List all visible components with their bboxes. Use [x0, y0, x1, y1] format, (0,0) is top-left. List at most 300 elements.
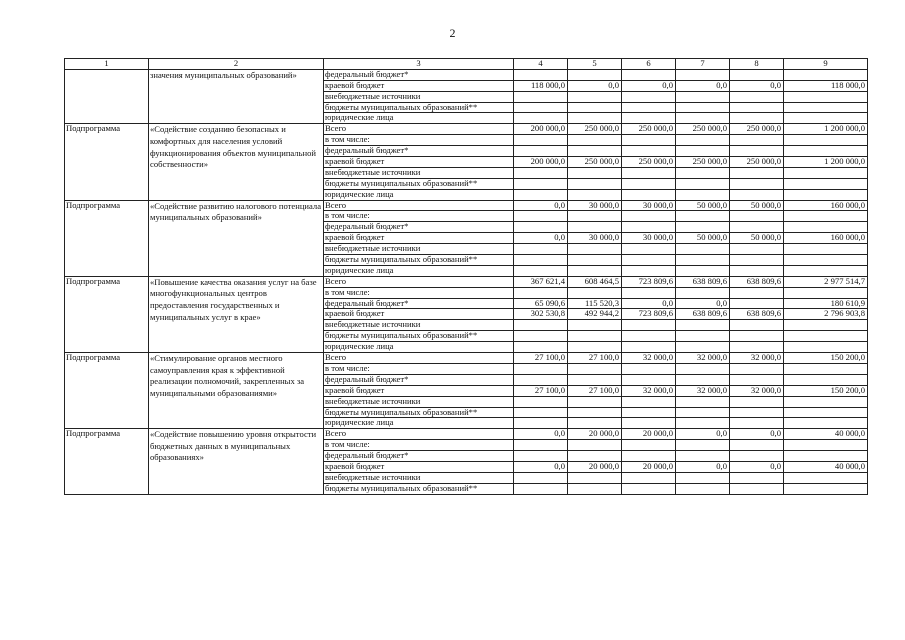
- value-cell: [622, 363, 676, 374]
- funding-source-cell: в том числе:: [324, 135, 514, 146]
- value-cell: 492 944,2: [568, 309, 622, 320]
- value-cell: [622, 244, 676, 255]
- funding-source-cell: Всего: [324, 200, 514, 211]
- value-cell: [730, 407, 784, 418]
- value-cell: [514, 396, 568, 407]
- value-cell: [784, 102, 868, 113]
- value-cell: [784, 189, 868, 200]
- value-cell: [784, 331, 868, 342]
- value-cell: [622, 265, 676, 276]
- value-cell: [730, 135, 784, 146]
- value-cell: [568, 407, 622, 418]
- value-cell: [676, 167, 730, 178]
- value-cell: [676, 113, 730, 124]
- value-cell: [622, 440, 676, 451]
- value-cell: [784, 222, 868, 233]
- value-cell: 250 000,0: [676, 124, 730, 135]
- value-cell: [568, 135, 622, 146]
- value-cell: [676, 331, 730, 342]
- value-cell: [514, 472, 568, 483]
- value-cell: [514, 451, 568, 462]
- funding-source-cell: бюджеты муниципальных образований**: [324, 407, 514, 418]
- value-cell: [622, 222, 676, 233]
- value-cell: [568, 69, 622, 80]
- value-cell: 118 000,0: [784, 80, 868, 91]
- value-cell: [676, 244, 730, 255]
- funding-source-cell: краевой бюджет: [324, 309, 514, 320]
- value-cell: 30 000,0: [622, 200, 676, 211]
- table-body: [65, 69, 868, 494]
- value-cell: 150 200,0: [784, 353, 868, 364]
- value-cell: [676, 407, 730, 418]
- col-header: 1: [65, 59, 149, 70]
- value-cell: 0,0: [622, 80, 676, 91]
- value-cell: [784, 483, 868, 494]
- value-cell: [568, 451, 622, 462]
- value-cell: [622, 396, 676, 407]
- value-cell: [730, 342, 784, 353]
- value-cell: [514, 189, 568, 200]
- funding-source-cell: в том числе:: [324, 363, 514, 374]
- value-cell: [568, 396, 622, 407]
- funding-source-cell: внебюджетные источники: [324, 167, 514, 178]
- funding-source-cell: юридические лица: [324, 113, 514, 124]
- value-cell: [514, 167, 568, 178]
- value-cell: [622, 69, 676, 80]
- value-cell: [622, 342, 676, 353]
- funding-source-cell: в том числе:: [324, 287, 514, 298]
- value-cell: [622, 374, 676, 385]
- value-cell: 0,0: [514, 429, 568, 440]
- value-cell: [514, 222, 568, 233]
- value-cell: [568, 113, 622, 124]
- funding-source-cell: бюджеты муниципальных образований**: [324, 483, 514, 494]
- funding-source-cell: Всего: [324, 124, 514, 135]
- value-cell: [568, 331, 622, 342]
- value-cell: 1 200 000,0: [784, 124, 868, 135]
- value-cell: [730, 298, 784, 309]
- value-cell: [676, 472, 730, 483]
- funding-source-cell: Всего: [324, 276, 514, 287]
- funding-source-cell: в том числе:: [324, 440, 514, 451]
- value-cell: 608 464,5: [568, 276, 622, 287]
- funding-source-cell: бюджеты муниципальных образований**: [324, 331, 514, 342]
- value-cell: 0,0: [622, 298, 676, 309]
- funding-source-cell: краевой бюджет: [324, 157, 514, 168]
- value-cell: [784, 363, 868, 374]
- col-header: 2: [149, 59, 324, 70]
- value-cell: 0,0: [514, 200, 568, 211]
- value-cell: 27 100,0: [568, 353, 622, 364]
- col-header: 9: [784, 59, 868, 70]
- value-cell: [730, 287, 784, 298]
- value-cell: 40 000,0: [784, 461, 868, 472]
- value-cell: 118 000,0: [514, 80, 568, 91]
- subprogram-type-cell: [65, 69, 149, 123]
- value-cell: 180 610,9: [784, 298, 868, 309]
- value-cell: [514, 113, 568, 124]
- value-cell: [622, 113, 676, 124]
- subprogram-type-cell: Подпрограмма: [65, 353, 149, 429]
- value-cell: 250 000,0: [622, 157, 676, 168]
- value-cell: [730, 244, 784, 255]
- value-cell: [676, 189, 730, 200]
- value-cell: 638 809,6: [730, 309, 784, 320]
- value-cell: 32 000,0: [622, 353, 676, 364]
- value-cell: 20 000,0: [568, 461, 622, 472]
- value-cell: [622, 189, 676, 200]
- funding-source-cell: бюджеты муниципальных образований**: [324, 178, 514, 189]
- value-cell: [568, 178, 622, 189]
- value-cell: 65 090,6: [514, 298, 568, 309]
- funding-source-cell: федеральный бюджет*: [324, 298, 514, 309]
- value-cell: [676, 69, 730, 80]
- value-cell: 200 000,0: [514, 124, 568, 135]
- subprogram-name-cell: значения муниципальных образований»: [149, 69, 324, 123]
- value-cell: [784, 146, 868, 157]
- value-cell: [730, 69, 784, 80]
- value-cell: [622, 255, 676, 266]
- value-cell: [784, 211, 868, 222]
- value-cell: [514, 342, 568, 353]
- value-cell: [784, 418, 868, 429]
- value-cell: [676, 135, 730, 146]
- value-cell: [676, 146, 730, 157]
- value-cell: [568, 222, 622, 233]
- value-cell: 250 000,0: [730, 124, 784, 135]
- col-header: 4: [514, 59, 568, 70]
- value-cell: 27 100,0: [514, 385, 568, 396]
- value-cell: 638 809,6: [730, 276, 784, 287]
- value-cell: [730, 363, 784, 374]
- value-cell: 30 000,0: [568, 233, 622, 244]
- value-cell: 20 000,0: [622, 429, 676, 440]
- value-cell: [514, 69, 568, 80]
- value-cell: 638 809,6: [676, 309, 730, 320]
- value-cell: [568, 91, 622, 102]
- value-cell: 0,0: [676, 429, 730, 440]
- value-cell: [514, 244, 568, 255]
- value-cell: 0,0: [676, 298, 730, 309]
- col-header: 6: [622, 59, 676, 70]
- value-cell: [730, 113, 784, 124]
- value-cell: [730, 331, 784, 342]
- funding-source-cell: федеральный бюджет*: [324, 69, 514, 80]
- value-cell: 0,0: [514, 233, 568, 244]
- col-header: 7: [676, 59, 730, 70]
- value-cell: [784, 287, 868, 298]
- value-cell: [730, 440, 784, 451]
- value-cell: [514, 146, 568, 157]
- value-cell: [622, 483, 676, 494]
- subprogram-name-cell: «Повышение качества оказания услуг на базе многофункциональных центров предоставления государственных и муниципальных услуг в крае»: [149, 276, 324, 352]
- value-cell: [676, 320, 730, 331]
- value-cell: [730, 167, 784, 178]
- funding-source-cell: краевой бюджет: [324, 461, 514, 472]
- value-cell: [676, 418, 730, 429]
- value-cell: [676, 483, 730, 494]
- value-cell: 150 200,0: [784, 385, 868, 396]
- value-cell: 723 809,6: [622, 276, 676, 287]
- value-cell: 367 621,4: [514, 276, 568, 287]
- value-cell: [568, 244, 622, 255]
- value-cell: [730, 265, 784, 276]
- value-cell: 50 000,0: [730, 200, 784, 211]
- table-row: [65, 276, 868, 287]
- value-cell: [568, 265, 622, 276]
- value-cell: [676, 396, 730, 407]
- funding-source-cell: краевой бюджет: [324, 233, 514, 244]
- value-cell: [622, 451, 676, 462]
- value-cell: 50 000,0: [676, 233, 730, 244]
- value-cell: [622, 418, 676, 429]
- value-cell: 250 000,0: [676, 157, 730, 168]
- value-cell: [568, 472, 622, 483]
- value-cell: [784, 135, 868, 146]
- value-cell: 30 000,0: [568, 200, 622, 211]
- value-cell: [730, 472, 784, 483]
- value-cell: [676, 178, 730, 189]
- value-cell: [676, 102, 730, 113]
- funding-source-cell: бюджеты муниципальных образований**: [324, 255, 514, 266]
- value-cell: [514, 483, 568, 494]
- value-cell: [568, 287, 622, 298]
- value-cell: [730, 211, 784, 222]
- value-cell: [784, 178, 868, 189]
- value-cell: 27 100,0: [514, 353, 568, 364]
- funding-source-cell: внебюджетные источники: [324, 244, 514, 255]
- value-cell: [784, 342, 868, 353]
- funding-source-cell: краевой бюджет: [324, 385, 514, 396]
- value-cell: [622, 211, 676, 222]
- value-cell: [784, 113, 868, 124]
- value-cell: [622, 102, 676, 113]
- table-row: [65, 69, 868, 80]
- value-cell: 32 000,0: [676, 353, 730, 364]
- value-cell: [676, 211, 730, 222]
- value-cell: [784, 69, 868, 80]
- value-cell: 50 000,0: [676, 200, 730, 211]
- value-cell: [568, 255, 622, 266]
- funding-source-cell: федеральный бюджет*: [324, 222, 514, 233]
- value-cell: 160 000,0: [784, 200, 868, 211]
- value-cell: 27 100,0: [568, 385, 622, 396]
- header-row: [65, 59, 868, 70]
- value-cell: [568, 418, 622, 429]
- value-cell: [676, 342, 730, 353]
- value-cell: [784, 440, 868, 451]
- value-cell: 32 000,0: [730, 385, 784, 396]
- value-cell: 50 000,0: [730, 233, 784, 244]
- value-cell: 2 796 903,8: [784, 309, 868, 320]
- value-cell: 250 000,0: [568, 157, 622, 168]
- value-cell: [784, 320, 868, 331]
- funding-source-cell: в том числе:: [324, 211, 514, 222]
- value-cell: [784, 407, 868, 418]
- value-cell: 250 000,0: [568, 124, 622, 135]
- value-cell: [730, 451, 784, 462]
- funding-source-cell: Всего: [324, 429, 514, 440]
- value-cell: [622, 146, 676, 157]
- value-cell: [622, 178, 676, 189]
- value-cell: 250 000,0: [730, 157, 784, 168]
- value-cell: [622, 91, 676, 102]
- value-cell: [784, 91, 868, 102]
- subprogram-type-cell: Подпрограмма: [65, 429, 149, 494]
- value-cell: 32 000,0: [622, 385, 676, 396]
- value-cell: 250 000,0: [622, 124, 676, 135]
- funding-source-cell: внебюджетные источники: [324, 396, 514, 407]
- value-cell: [514, 374, 568, 385]
- value-cell: 0,0: [730, 429, 784, 440]
- value-cell: [568, 342, 622, 353]
- value-cell: 160 000,0: [784, 233, 868, 244]
- col-header: 8: [730, 59, 784, 70]
- value-cell: [676, 265, 730, 276]
- value-cell: [676, 255, 730, 266]
- value-cell: 0,0: [676, 461, 730, 472]
- value-cell: [622, 167, 676, 178]
- funding-source-cell: юридические лица: [324, 418, 514, 429]
- value-cell: [514, 440, 568, 451]
- value-cell: [568, 374, 622, 385]
- value-cell: 200 000,0: [514, 157, 568, 168]
- value-cell: [568, 211, 622, 222]
- value-cell: [568, 146, 622, 157]
- value-cell: [784, 451, 868, 462]
- value-cell: [676, 287, 730, 298]
- value-cell: [784, 255, 868, 266]
- value-cell: [622, 135, 676, 146]
- value-cell: [784, 396, 868, 407]
- funding-source-cell: внебюджетные источники: [324, 320, 514, 331]
- value-cell: [568, 483, 622, 494]
- value-cell: [622, 287, 676, 298]
- value-cell: [730, 146, 784, 157]
- value-cell: [514, 102, 568, 113]
- funding-source-cell: внебюджетные источники: [324, 91, 514, 102]
- value-cell: 30 000,0: [622, 233, 676, 244]
- value-cell: 2 977 514,7: [784, 276, 868, 287]
- value-cell: 723 809,6: [622, 309, 676, 320]
- value-cell: [514, 407, 568, 418]
- col-header: 3: [324, 59, 514, 70]
- value-cell: [568, 320, 622, 331]
- value-cell: 32 000,0: [676, 385, 730, 396]
- funding-source-cell: юридические лица: [324, 189, 514, 200]
- value-cell: [676, 374, 730, 385]
- value-cell: [514, 91, 568, 102]
- value-cell: [730, 189, 784, 200]
- value-cell: [622, 472, 676, 483]
- funding-source-cell: Всего: [324, 353, 514, 364]
- value-cell: 0,0: [730, 80, 784, 91]
- value-cell: [676, 440, 730, 451]
- value-cell: [730, 255, 784, 266]
- value-cell: [514, 287, 568, 298]
- value-cell: [514, 178, 568, 189]
- value-cell: [568, 102, 622, 113]
- value-cell: [784, 167, 868, 178]
- value-cell: [676, 363, 730, 374]
- subprogram-name-cell: «Содействие созданию безопасных и комфортных для населения условий функционирования объектов муниципальной собственности»: [149, 124, 324, 200]
- value-cell: [730, 396, 784, 407]
- value-cell: [568, 363, 622, 374]
- subprogram-name-cell: «Содействие развитию налогового потенциала муниципальных образований»: [149, 200, 324, 276]
- value-cell: 20 000,0: [622, 461, 676, 472]
- value-cell: [514, 265, 568, 276]
- value-cell: [676, 451, 730, 462]
- value-cell: [622, 407, 676, 418]
- subprogram-name-cell: «Содействие повышению уровня открытости бюджетных данных в муниципальных образованиях»: [149, 429, 324, 494]
- table-row: [65, 200, 868, 211]
- value-cell: [514, 255, 568, 266]
- value-cell: [514, 320, 568, 331]
- value-cell: 0,0: [676, 80, 730, 91]
- value-cell: 1 200 000,0: [784, 157, 868, 168]
- value-cell: [730, 483, 784, 494]
- value-cell: [622, 331, 676, 342]
- value-cell: [784, 374, 868, 385]
- subprogram-type-cell: Подпрограмма: [65, 276, 149, 352]
- value-cell: 40 000,0: [784, 429, 868, 440]
- value-cell: [676, 91, 730, 102]
- funding-source-cell: краевой бюджет: [324, 80, 514, 91]
- value-cell: [514, 363, 568, 374]
- funding-source-cell: юридические лица: [324, 265, 514, 276]
- funding-source-cell: федеральный бюджет*: [324, 146, 514, 157]
- value-cell: [568, 189, 622, 200]
- funding-source-cell: бюджеты муниципальных образований**: [324, 102, 514, 113]
- funding-source-cell: федеральный бюджет*: [324, 374, 514, 385]
- table-row: [65, 124, 868, 135]
- value-cell: [784, 244, 868, 255]
- value-cell: [514, 331, 568, 342]
- col-header: 5: [568, 59, 622, 70]
- value-cell: 638 809,6: [676, 276, 730, 287]
- subprogram-type-cell: Подпрограмма: [65, 200, 149, 276]
- value-cell: [730, 374, 784, 385]
- value-cell: [568, 440, 622, 451]
- table-row: [65, 353, 868, 364]
- value-cell: 0,0: [514, 461, 568, 472]
- value-cell: [730, 91, 784, 102]
- value-cell: [514, 211, 568, 222]
- value-cell: [784, 265, 868, 276]
- value-cell: [568, 167, 622, 178]
- value-cell: 115 520,3: [568, 298, 622, 309]
- value-cell: 0,0: [730, 461, 784, 472]
- table-row: [65, 429, 868, 440]
- value-cell: [514, 418, 568, 429]
- value-cell: [514, 135, 568, 146]
- value-cell: [730, 320, 784, 331]
- subprogram-name-cell: «Стимулирование органов местного самоуправления края к эффективной реализации полномочий, закрепленных за муниципальными образованиями»: [149, 353, 324, 429]
- value-cell: 0,0: [568, 80, 622, 91]
- subprogram-type-cell: Подпрограмма: [65, 124, 149, 200]
- value-cell: [784, 472, 868, 483]
- value-cell: [730, 102, 784, 113]
- value-cell: 302 530,8: [514, 309, 568, 320]
- value-cell: 20 000,0: [568, 429, 622, 440]
- budget-table: [64, 58, 868, 495]
- value-cell: [622, 320, 676, 331]
- funding-source-cell: федеральный бюджет*: [324, 451, 514, 462]
- value-cell: [730, 178, 784, 189]
- value-cell: [730, 418, 784, 429]
- funding-source-cell: юридические лица: [324, 342, 514, 353]
- page-number: 2: [449, 26, 456, 40]
